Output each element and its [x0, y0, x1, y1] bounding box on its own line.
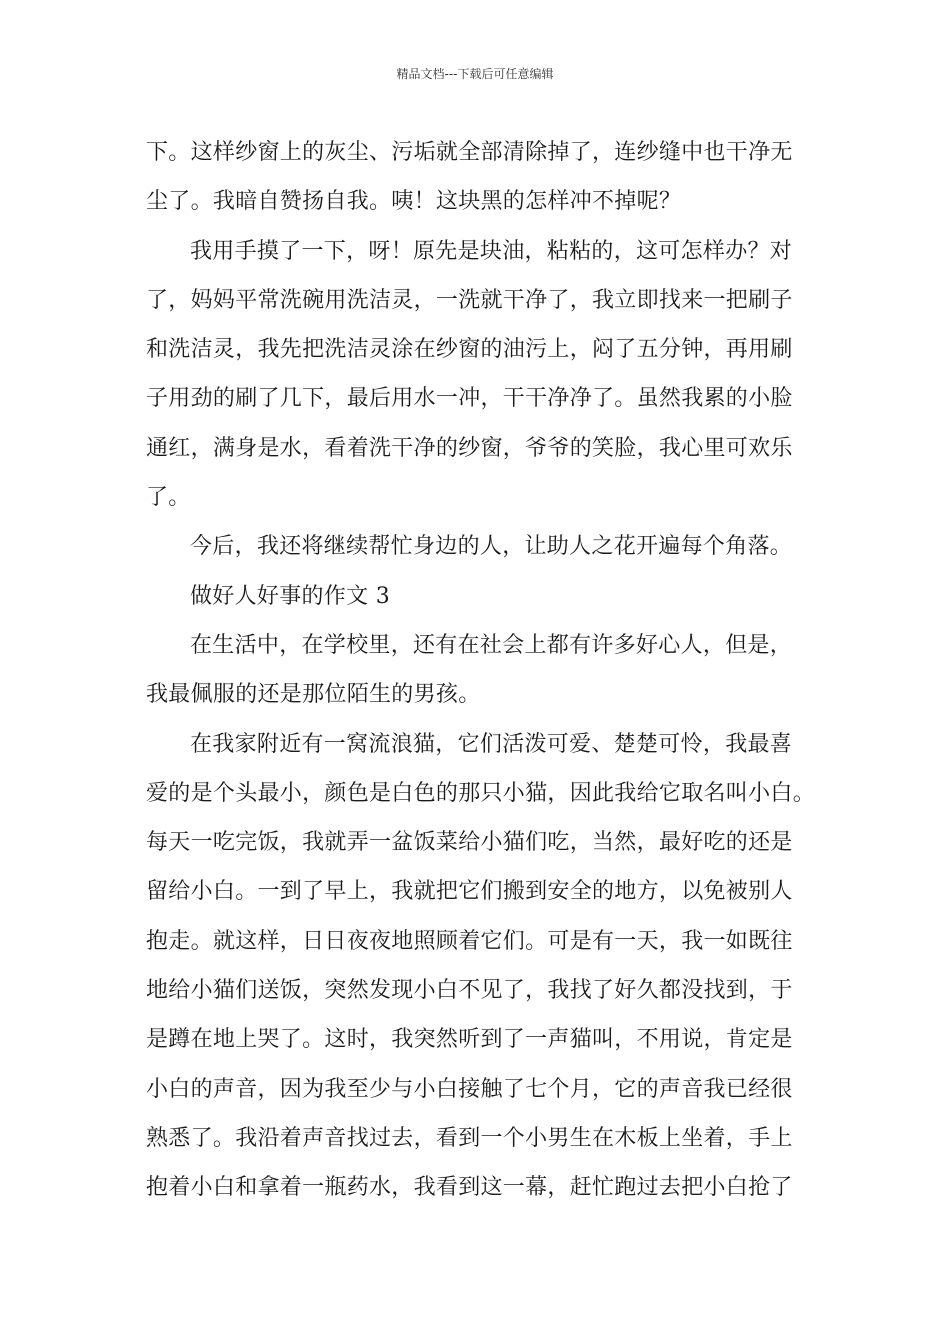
document-body — [146, 128, 818, 1213]
text-line: 今后，我还将继续帮忙身边的人，让助人之花开遍每个角落。 — [190, 534, 793, 560]
text-line: 下。这样纱窗上的灰尘、污垢就全部清除掉了，连纱缝中也干净无 — [146, 140, 793, 165]
text-line: 每天一吃完饭，我就弄一盆饭菜给小猫们吃，当然，最好吃的还是 — [146, 830, 793, 856]
text-line: 了。 — [146, 485, 191, 511]
text-line: 子用劲的刷了几下，最后用水一冲，干干净净了。虽然我累的小脸 — [146, 386, 793, 412]
text-line: 在生活中，在学校里，还有在社会上都有许多好心人，但是， — [190, 632, 793, 658]
text-line: 爱的是个头最小，颜色是白色的那只小猫，因此我给它取名叫小白。 — [146, 780, 816, 806]
text-line: 是蹲在地上哭了。这时，我突然听到了一声猫叫，不用说，肯定是 — [146, 1027, 793, 1053]
text-line: 小白的声音，因为我至少与小白接触了七个月，它的声音我已经很 — [146, 1076, 793, 1102]
text-line: 尘了。我暗自赞扬自我。咦！这块黑的怎样冲不掉呢？ — [146, 189, 682, 215]
text-line: 我用手摸了一下，呀！原先是块油，粘粘的，这可怎样办？对 — [190, 238, 793, 264]
text-line: 我最佩服的还是那位陌生的男孩。 — [146, 682, 481, 708]
text-line: 通红，满身是水，看着洗干净的纱窗，爷爷的笑脸，我心里可欢乐 — [146, 435, 793, 461]
text-line: 了，妈妈平常洗碗用洗洁灵，一洗就干净了，我立即找来一把刷子 — [146, 287, 793, 313]
text-line: 熟悉了。我沿着声音找过去，看到一个小男生在木板上坐着，手上 — [146, 1125, 793, 1151]
text-line: 抱着小白和拿着一瓶药水，我看到这一幕，赶忙跑过去把小白抢了 — [146, 1175, 793, 1201]
page-header: 精品文档---下载后可任意编辑 — [396, 67, 554, 81]
text-line: 和洗洁灵，我先把洗洁灵涂在纱窗的油污上，闷了五分钟，再用刷 — [146, 337, 793, 363]
text-line: 留给小白。一到了早上，我就把它们搬到安全的地方，以免被别人 — [146, 879, 793, 905]
text-line: 抱走。就这样，日日夜夜地照顾着它们。可是有一天，我一如既往 — [146, 928, 793, 954]
section-heading: 做好人好事的作文 3 — [190, 583, 390, 609]
text-line: 在我家附近有一窝流浪猫，它们活泼可爱、楚楚可怜，我最喜 — [190, 731, 793, 757]
text-line: 地给小猫们送饭，突然发现小白不见了，我找了好久都没找到，于 — [146, 978, 793, 1004]
